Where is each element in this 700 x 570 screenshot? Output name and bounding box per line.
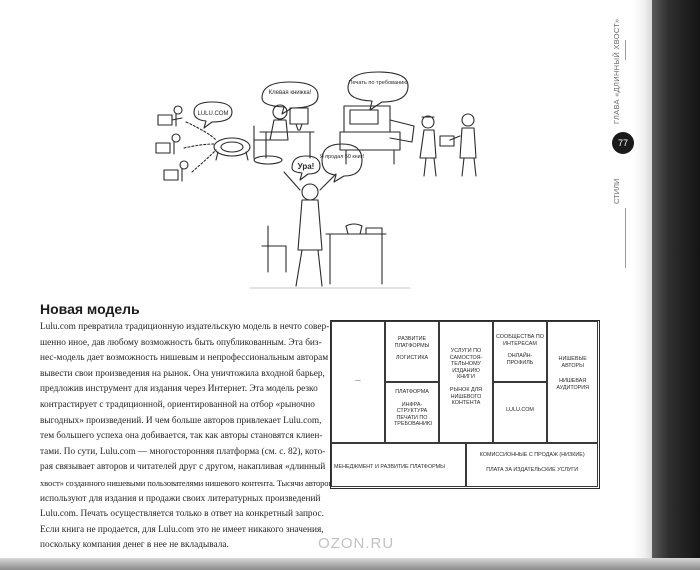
canvas-value-proposition (439, 321, 493, 443)
canvas-customer-segments (547, 321, 598, 443)
body-line: рая связывает авторов и читателей друг с другом, накапливая «длинный (40, 462, 326, 473)
canvas-key-resources (385, 382, 439, 443)
body-line: поскольку компания денег в нее не вкладывала. (40, 540, 229, 551)
series-running-head: СТИЛИ (612, 178, 621, 204)
page-edge (632, 0, 652, 558)
cost-item: МЕНЕДЖМЕНТ И РАЗВИТИЕ ПЛАТФОРМЫ (334, 464, 445, 470)
device-frame-right (652, 0, 700, 570)
body-line: контрастирует с традиционной, ориентированной на отбор «рыночно (40, 399, 315, 410)
body-line: нес-модель дает возможность нишевым и непрофессиональным авторам (40, 353, 329, 364)
body-line: выгодных» произведений. И чем больше авторов привлекает Lulu.com, (40, 415, 322, 426)
cheering-author (262, 144, 386, 286)
bubble-sold-text: Я продал 50 книг! (319, 154, 365, 160)
body-line: Если книга не продается, для Lulu.com это не имеет никакого значения, (40, 524, 324, 535)
bubble-hooray-text: Ура! (297, 162, 315, 171)
body-line: предложив инструмент для издания через Интернет. Эта модель резко (40, 384, 318, 395)
business-model-canvas (330, 320, 600, 489)
revenue-item: ПЛАТА ЗА ИЗДАТЕЛЬСКИЕ УСЛУГИ (486, 466, 579, 473)
revenue-item: КОМИССИОННЫЕ С ПРОДАЖ (НИЗКИЕ) (479, 452, 585, 458)
canvas-revenue-streams (466, 443, 598, 487)
canvas-channels (493, 382, 547, 443)
relationship-item: СООБЩЕСТВА ПО ИНТЕРЕСАМ (496, 334, 544, 347)
resource-item: ИНФРА-СТРУКТУРА ПЕЧАТИ ПО ТРЕБОВАНИЮ (394, 401, 433, 428)
activity-item: РАЗВИТИЕ ПЛАТФОРМЫ (394, 336, 430, 349)
section-title: Новая модель (40, 301, 140, 317)
lulu-illustration (150, 40, 520, 290)
relationship-item: ОНЛАЙН-ПРОФИЛЬ (506, 353, 534, 366)
bubble-lulu-text: LULU.COM (197, 111, 229, 117)
body-line: тем большего успеха она добивается, так как авторы становятся клиен- (40, 431, 323, 442)
bubble-book-text: Клевая книжка! (268, 90, 312, 96)
body-line: Lulu.com. Печать осуществляется только в ответ на конкретный запрос. (40, 509, 324, 520)
bubble-print-text: Печать по требованию (348, 80, 408, 86)
body-text (40, 320, 333, 554)
courier-delivery (420, 114, 476, 176)
canvas-cost-structure (331, 443, 466, 487)
platform-ring-icon (214, 138, 250, 160)
print-on-demand-machine (340, 72, 414, 164)
body-line: шенно иное, дав любому возможность быть опубликованным. Эта биз- (40, 337, 322, 348)
lulu-bubble (194, 102, 232, 128)
activity-item: ЛОГИСТИКА (395, 355, 429, 362)
body-line: хвост» созданного нишевыми пользователями нишевого контента. Тысячи авторов (40, 477, 333, 488)
canvas-customer-relationships (493, 321, 547, 382)
segment-item: НИШЕВАЯ АУДИТОРИЯ (556, 378, 590, 391)
value-item: РЫНОК ДЛЯ НИШЕВОГО КОНТЕНТА (449, 386, 483, 407)
chapter-running-head: ГЛАВА «ДЛИННЫЙ ХВОСТ» (612, 18, 621, 124)
page-number-badge: 77 (612, 132, 634, 154)
canvas-key-partners (331, 321, 385, 443)
canvas-key-activities (385, 321, 439, 382)
side-rule-bottom (625, 208, 626, 268)
value-item: УСЛУГИ ПО САМОСТОЯ-ТЕЛЬНОМУ ИЗДАНИЮ КНИГИ (449, 348, 483, 381)
device-frame-bottom (0, 558, 700, 570)
partners-text: — (355, 378, 361, 384)
resource-item: ПЛАТФОРМА (395, 389, 429, 395)
body-line: используют для издания и продажи своих литературных произведений (40, 493, 321, 504)
body-line: тами. По сути, Lulu.com — многосторонняя платформа (см. с. 82), кото- (40, 446, 326, 457)
body-line: Lulu.com превратила традиционную издательскую модель в нечто совер- (40, 322, 330, 332)
body-line: вывести свои произведения на рынок. Она уничтожила входной барьер, (40, 368, 325, 379)
small-writers-group (156, 106, 216, 181)
segment-item: НИШЕВЫЕ АВТОРЫ (558, 356, 587, 369)
channel-item: LULU.COM (506, 407, 534, 413)
ozon-watermark: OZON.RU (318, 535, 395, 552)
writer-at-computer (254, 82, 318, 164)
side-rule-top (625, 40, 626, 60)
